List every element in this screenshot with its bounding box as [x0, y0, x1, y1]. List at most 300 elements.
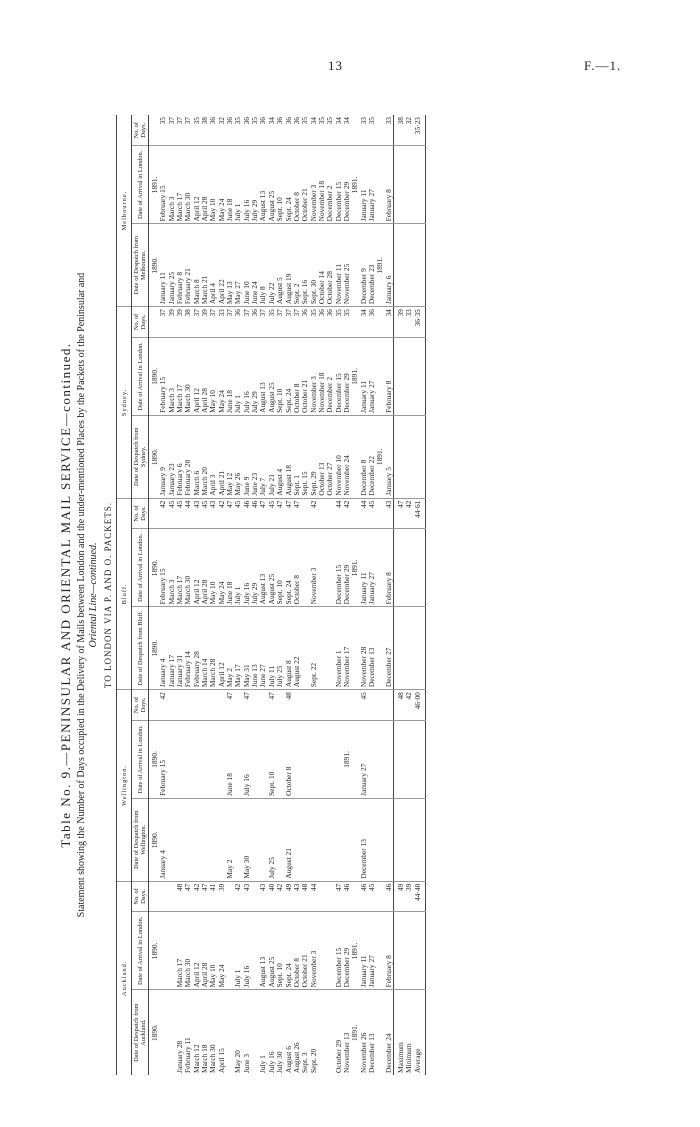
- table-cell: March 17: [175, 958, 185, 988]
- table-cell: November 3: [308, 184, 318, 222]
- table-cell: Sept. 24: [283, 963, 293, 988]
- table-cell: December 29: [341, 181, 351, 222]
- table-cell: November 1: [333, 650, 343, 688]
- table-cell: December 2: [325, 376, 335, 413]
- table-cell: [159, 992, 167, 1073]
- table-cell: [168, 723, 176, 796]
- table-cell: [318, 692, 326, 718]
- table-cell: 47: [241, 692, 251, 700]
- table-cell: November 3: [308, 950, 318, 988]
- table-cell: May 20: [233, 1050, 243, 1073]
- table-cell: 45: [175, 500, 185, 509]
- column-days-melbourne: [149, 115, 394, 146]
- table-cell: 47: [258, 500, 268, 509]
- table-cell: 1890.: [150, 559, 159, 577]
- region-bluff: Bluff.: [117, 498, 132, 690]
- header-days: No. of Days.: [132, 498, 149, 529]
- table-cell: July 21: [266, 474, 276, 496]
- table-cell: October 21: [300, 379, 310, 413]
- table-cell: January 11: [158, 272, 168, 305]
- header-days: No. of Days.: [132, 690, 149, 721]
- stat-value: 49: [395, 883, 405, 892]
- header-despatch-melbourne: Date of Despatch from Melbourne.: [132, 224, 149, 307]
- table-cell: Sept. 10: [275, 963, 285, 988]
- table-cell: October 8: [291, 575, 301, 605]
- header-despatch-sydney: Date of Despatch from Sydney.: [132, 415, 149, 498]
- stats-days-sydney: [393, 307, 425, 338]
- table-cell: [343, 801, 351, 879]
- table-cell: February 15: [158, 759, 168, 796]
- table-cell: 47: [275, 500, 285, 509]
- table-cell: 35: [266, 309, 276, 317]
- table-cell: May 12: [225, 472, 235, 496]
- table-cell: [168, 692, 176, 718]
- table-cell: Sept. 1: [291, 475, 301, 496]
- table-cell: 33: [216, 309, 226, 317]
- table-cell: 36: [300, 309, 310, 317]
- table-cell: October 8: [291, 192, 301, 222]
- table-cell: 42: [341, 500, 351, 509]
- column-arrival-auckland: [149, 912, 394, 990]
- table-cell: [335, 692, 343, 718]
- table-cell: 45: [266, 500, 276, 509]
- stat-value: 48: [395, 692, 405, 700]
- table-cell: 45: [366, 500, 376, 509]
- stats-blank: [393, 529, 425, 607]
- column-days-bluff: [149, 498, 394, 529]
- table-cell: 47: [283, 500, 293, 509]
- table-cell: Sept. 24: [283, 580, 293, 605]
- table-cell: August 25: [266, 573, 276, 605]
- table-cell: March 30: [183, 192, 193, 222]
- table-cell: October 8: [291, 958, 301, 988]
- header-arrival: Date of Arrival in London.: [132, 912, 149, 990]
- stat-value: 32: [404, 117, 414, 125]
- stats-blank: [393, 798, 425, 881]
- stats-labels: [393, 990, 425, 1075]
- table-cell: [184, 692, 192, 718]
- table-cell: 48: [300, 883, 310, 892]
- table-cell: February 11: [183, 1037, 193, 1073]
- table-cell: 43: [383, 500, 393, 509]
- stat-value: 44·61: [412, 500, 422, 518]
- region-sydney: Sydney.: [117, 307, 132, 499]
- region-auckland: Auckland.: [117, 881, 132, 1075]
- column-arrival-bluff: [149, 529, 394, 607]
- table-cell: [326, 801, 334, 879]
- table-cell: 37: [258, 309, 268, 317]
- table-cell: 37: [191, 309, 201, 317]
- table-cell: August 25: [266, 382, 276, 413]
- header-days: No. of Days.: [132, 115, 149, 146]
- table-cell: February 28: [191, 651, 201, 688]
- packet-heading: TO LONDON VIA P. AND O. PACKETS.: [103, 501, 113, 689]
- table-cell: 1891.: [350, 942, 360, 960]
- table-cell: [326, 723, 334, 796]
- table-cell: June 18: [225, 390, 235, 413]
- table-cell: February 15: [158, 376, 168, 413]
- table-cell: [184, 723, 192, 796]
- table-cell: [151, 884, 159, 910]
- table-cell: 43: [258, 883, 268, 892]
- table-cell: [176, 801, 184, 879]
- table-cell: 33: [358, 117, 368, 125]
- table-cell: 42: [275, 883, 285, 892]
- table-cell: January 9: [158, 467, 168, 496]
- header-arrival: Date of Arrival in London.: [132, 529, 149, 607]
- table-cell: 35: [300, 117, 310, 125]
- table-cell: Sept. 16: [300, 279, 310, 305]
- table-cell: March 21: [200, 275, 210, 305]
- table-cell: August 13: [258, 190, 268, 222]
- table-subtitle-continued: Oriental Line—continued.: [88, 542, 99, 648]
- column-despatch-bluff: [149, 607, 394, 690]
- table-cell: 37: [166, 117, 176, 125]
- table-cell: January 27: [366, 955, 376, 988]
- table-cell: July 16: [266, 1051, 276, 1073]
- table-cell: Sept. 20: [308, 1048, 318, 1073]
- table-cell: 36: [208, 117, 218, 125]
- table-cell: November 3: [308, 567, 318, 605]
- table-cell: Sept. 10: [275, 580, 285, 605]
- table-cell: December 9: [358, 268, 368, 305]
- table-cell: March 18: [200, 1044, 210, 1073]
- table-cell: June 23: [250, 472, 260, 496]
- table-cell: June 13: [250, 664, 260, 688]
- table-cell: April 28: [200, 388, 210, 413]
- stat-value: 46·00: [412, 692, 422, 710]
- table-cell: March 28: [208, 658, 218, 688]
- table-cell: 36: [291, 117, 301, 125]
- stats-blank: [393, 224, 425, 307]
- table-cell: [385, 692, 393, 718]
- stat-value: 47: [395, 500, 405, 509]
- table-cell: 43: [241, 883, 251, 892]
- table-cell: [159, 884, 167, 910]
- table-cell: 36: [366, 309, 376, 317]
- table-cell: 37: [175, 117, 185, 125]
- stats-blank: [393, 720, 425, 798]
- table-cell: March 3: [166, 579, 176, 605]
- table-cell: March 3: [166, 196, 176, 222]
- table-cell: [385, 801, 393, 879]
- table-cell: November 24: [341, 455, 351, 496]
- stat-value: 38: [395, 117, 405, 125]
- table-cell: June 3: [241, 1053, 251, 1073]
- table-cell: 1890.: [150, 256, 159, 274]
- table-cell: July 1: [233, 203, 243, 222]
- table-cell: Sept. 24: [283, 197, 293, 222]
- table-cell: May 10: [208, 198, 218, 222]
- table-cell: July 7: [258, 477, 268, 496]
- column-despatch-sydney: [149, 415, 394, 498]
- column-despatch-melbourne: [149, 224, 394, 307]
- table-cell: May 17: [233, 664, 243, 688]
- table-cell: February 14: [183, 651, 193, 688]
- table-cell: 1890.: [150, 751, 159, 768]
- stat-value: 39: [404, 883, 414, 892]
- table-cell: July 1: [233, 395, 243, 413]
- table-cell: [301, 692, 309, 718]
- table-cell: July 16: [241, 391, 251, 413]
- column-despatch-auckland: [149, 990, 394, 1075]
- stats-days-auckland: [393, 881, 425, 912]
- table-cell: 1890.: [150, 448, 159, 466]
- stat-value: 36·35: [412, 309, 422, 327]
- stat-value: 35·23: [412, 117, 422, 135]
- table-cell: January 6: [383, 275, 393, 305]
- table-cell: June 24: [250, 281, 260, 305]
- table-cell: 42: [308, 500, 318, 509]
- table-cell: April 15: [216, 1048, 226, 1073]
- table-cell: [376, 801, 384, 879]
- table-cell: March 17: [175, 575, 185, 605]
- table-cell: August 19: [283, 273, 293, 305]
- table-cell: 34: [341, 117, 351, 125]
- table-cell: 36: [325, 309, 335, 317]
- header-days: No. of Days.: [132, 881, 149, 912]
- table-cell: January 11: [358, 955, 368, 988]
- table-cell: July 29: [250, 199, 260, 222]
- table-cell: 46: [250, 500, 260, 509]
- table-cell: [293, 801, 301, 879]
- table-cell: March 14: [200, 658, 210, 688]
- table-cell: Sept. 15: [300, 471, 310, 496]
- table-cell: 44: [333, 500, 343, 509]
- table-cell: August 25: [266, 190, 276, 222]
- header-despatch-wellington: Date of Despatch from Wellington.: [132, 798, 149, 881]
- table-cell: December 29: [341, 373, 351, 413]
- table-cell: [310, 801, 318, 879]
- table-cell: [251, 801, 259, 879]
- table-cell: 1890.: [150, 639, 159, 657]
- table-cell: [318, 501, 326, 527]
- table-cell: August 25: [266, 956, 276, 988]
- table-cell: October 13: [316, 462, 326, 496]
- table-cell: August 6: [283, 1046, 293, 1073]
- stats-days-melbourne: [393, 115, 425, 146]
- table-cell: March 3: [166, 388, 176, 413]
- stats-blank: [393, 415, 425, 498]
- table-cell: 35: [333, 309, 343, 317]
- table-cell: April 3: [208, 474, 218, 496]
- table-cell: 41: [208, 883, 218, 892]
- table-cell: 1891.: [350, 368, 360, 385]
- table-cell: 35: [366, 117, 376, 125]
- table-cell: 1891.: [150, 176, 159, 194]
- table-cell: 47: [291, 500, 301, 509]
- table-cell: 36: [258, 117, 268, 125]
- table-cell: July 29: [250, 391, 260, 413]
- table-cell: 45: [200, 500, 210, 509]
- table-cell: February 8: [383, 572, 393, 605]
- table-cell: [318, 914, 326, 987]
- table-cell: 35: [250, 117, 260, 125]
- table-cell: April 28: [200, 579, 210, 605]
- table-cell: 35: [325, 117, 335, 125]
- table-cell: 39: [175, 309, 185, 317]
- table-cell: January 27: [366, 380, 376, 413]
- table-cell: 42: [216, 500, 226, 509]
- region-wellington: Wellington.: [117, 690, 132, 882]
- table-cell: July 11: [266, 665, 276, 688]
- table-cell: 45: [233, 500, 243, 509]
- table-cell: February 15: [158, 568, 168, 605]
- table-cell: 35: [316, 117, 326, 125]
- table-cell: November 18: [316, 372, 326, 413]
- table-cell: February 8: [383, 955, 393, 988]
- table-cell: January 5: [383, 467, 393, 496]
- table-cell: August 26: [291, 1042, 301, 1073]
- table-cell: August 13: [258, 382, 268, 413]
- table-cell: 42: [191, 883, 201, 892]
- table-cell: [368, 692, 376, 718]
- table-cell: [318, 884, 326, 910]
- table-cell: March 17: [175, 384, 185, 413]
- table-cell: July 16: [241, 582, 251, 605]
- table-cell: June 18: [225, 581, 235, 605]
- table-cell: December 8: [358, 459, 368, 496]
- table-cell: [209, 801, 217, 879]
- table-cell: March 17: [175, 192, 185, 222]
- table-cell: 44: [308, 883, 318, 892]
- table-cell: 45: [166, 500, 176, 509]
- table-cell: [318, 992, 326, 1073]
- table-cell: January 27: [366, 189, 376, 222]
- header-despatch-bluff: Date of Despatch from Bluff.: [132, 607, 149, 690]
- table-cell: November 26: [358, 1032, 368, 1073]
- table-cell: August 13: [258, 573, 268, 605]
- stats-days-wellington: [393, 690, 425, 721]
- table-cell: May 2: [225, 859, 235, 879]
- table-cell: 1890.: [150, 831, 159, 849]
- table-cell: [318, 531, 326, 604]
- table-cell: October 27: [325, 462, 335, 496]
- table-cell: [318, 801, 326, 879]
- header-arrival: Date of Arrival in London.: [132, 146, 149, 224]
- table-cell: Sept. 3: [300, 1052, 310, 1073]
- table-cell: 47: [225, 692, 235, 700]
- table-cell: Sept. 10: [275, 388, 285, 413]
- region-header-row: [117, 115, 132, 1075]
- table-cell: [368, 723, 376, 796]
- table-cell: 37: [158, 309, 168, 317]
- table-cell: 34: [333, 117, 343, 125]
- table-cell: 46: [241, 500, 251, 509]
- table-cell: July 1: [233, 586, 243, 605]
- table-cell: May 10: [208, 964, 218, 988]
- table-cell: 40: [266, 883, 276, 892]
- table-cell: August 21: [283, 848, 293, 879]
- table-cell: 32: [216, 117, 226, 125]
- table-cell: November 28: [358, 646, 368, 688]
- table-cell: 1891.: [375, 448, 385, 466]
- table-cell: February 20: [183, 459, 193, 496]
- table-cell: February 8: [383, 189, 393, 222]
- table-cell: May 10: [208, 581, 218, 605]
- table-cell: [159, 914, 167, 987]
- table-cell: December 15: [333, 947, 343, 988]
- table-cell: 36: [275, 117, 285, 125]
- table-cell: May 24: [216, 964, 226, 988]
- table-cell: [301, 801, 309, 879]
- table-cell: October 14: [316, 271, 326, 305]
- header-days: No. of Days.: [132, 307, 149, 338]
- table-cell: 36: [316, 309, 326, 317]
- table-cell: October 21: [300, 954, 310, 988]
- table-cell: December 29: [341, 564, 351, 605]
- table-cell: May 2: [225, 668, 235, 688]
- table-cell: 1891.: [350, 559, 360, 577]
- table-cell: April 28: [200, 962, 210, 988]
- table-cell: August 18: [283, 465, 293, 496]
- table-cell: December 29: [341, 947, 351, 988]
- table-cell: [368, 801, 376, 879]
- table-cell: January 11: [358, 380, 368, 413]
- table-cell: 42: [158, 692, 168, 700]
- table-cell: [201, 801, 209, 879]
- table-cell: December 15: [333, 373, 343, 413]
- table-cell: January 28: [175, 1040, 185, 1073]
- table-cell: [343, 692, 351, 718]
- mail-delivery-table: [116, 115, 426, 1075]
- table-cell: 36: [241, 117, 251, 125]
- table-cell: May 24: [216, 581, 226, 605]
- table-cell: August 4: [275, 468, 285, 496]
- stats-blank: [393, 607, 425, 690]
- table-cell: 33: [383, 117, 393, 125]
- page-number: 13: [328, 58, 343, 73]
- table-cell: 1891.: [375, 256, 385, 274]
- rotated-table-block: [52, 95, 652, 1095]
- stats-blank: [393, 146, 425, 224]
- table-cell: March 8: [191, 279, 201, 305]
- table-cell: July 8: [258, 286, 268, 305]
- stat-value: 39: [395, 309, 405, 317]
- table-cell: May 30: [241, 855, 251, 879]
- table-cell: January 23: [166, 463, 176, 496]
- table-cell: [318, 609, 326, 687]
- table-cell: 1890.: [150, 942, 159, 960]
- table-cell: [301, 723, 309, 796]
- header-arrival: Date of Arrival in London.: [132, 337, 149, 415]
- column-days-sydney: [149, 307, 394, 338]
- table-cell: February 21: [183, 268, 193, 305]
- table-cell: 47: [200, 883, 210, 892]
- table-cell: January 27: [366, 572, 376, 605]
- table-cell: August 8: [283, 660, 293, 688]
- table-cell: December 2: [325, 185, 335, 222]
- table-cell: [176, 723, 184, 796]
- table-cell: November 13: [341, 1032, 351, 1073]
- stat-value: 42: [404, 500, 414, 509]
- table-cell: 43: [208, 500, 218, 509]
- table-cell: July 16: [241, 965, 251, 988]
- table-cell: October 21: [300, 188, 310, 222]
- table-cell: August 13: [258, 956, 268, 988]
- table-cell: [293, 723, 301, 796]
- table-cell: December 15: [333, 181, 343, 222]
- table-cell: 44: [183, 500, 193, 509]
- table-cell: 35: [191, 117, 201, 125]
- column-arrival-wellington: [149, 720, 394, 798]
- table-cell: 36: [250, 309, 260, 317]
- table-cell: April 12: [191, 388, 201, 413]
- stats-row: [393, 115, 425, 1075]
- table-cell: 47: [266, 692, 276, 700]
- column-days-wellington: [149, 690, 394, 721]
- table-cell: 1890.: [150, 368, 159, 385]
